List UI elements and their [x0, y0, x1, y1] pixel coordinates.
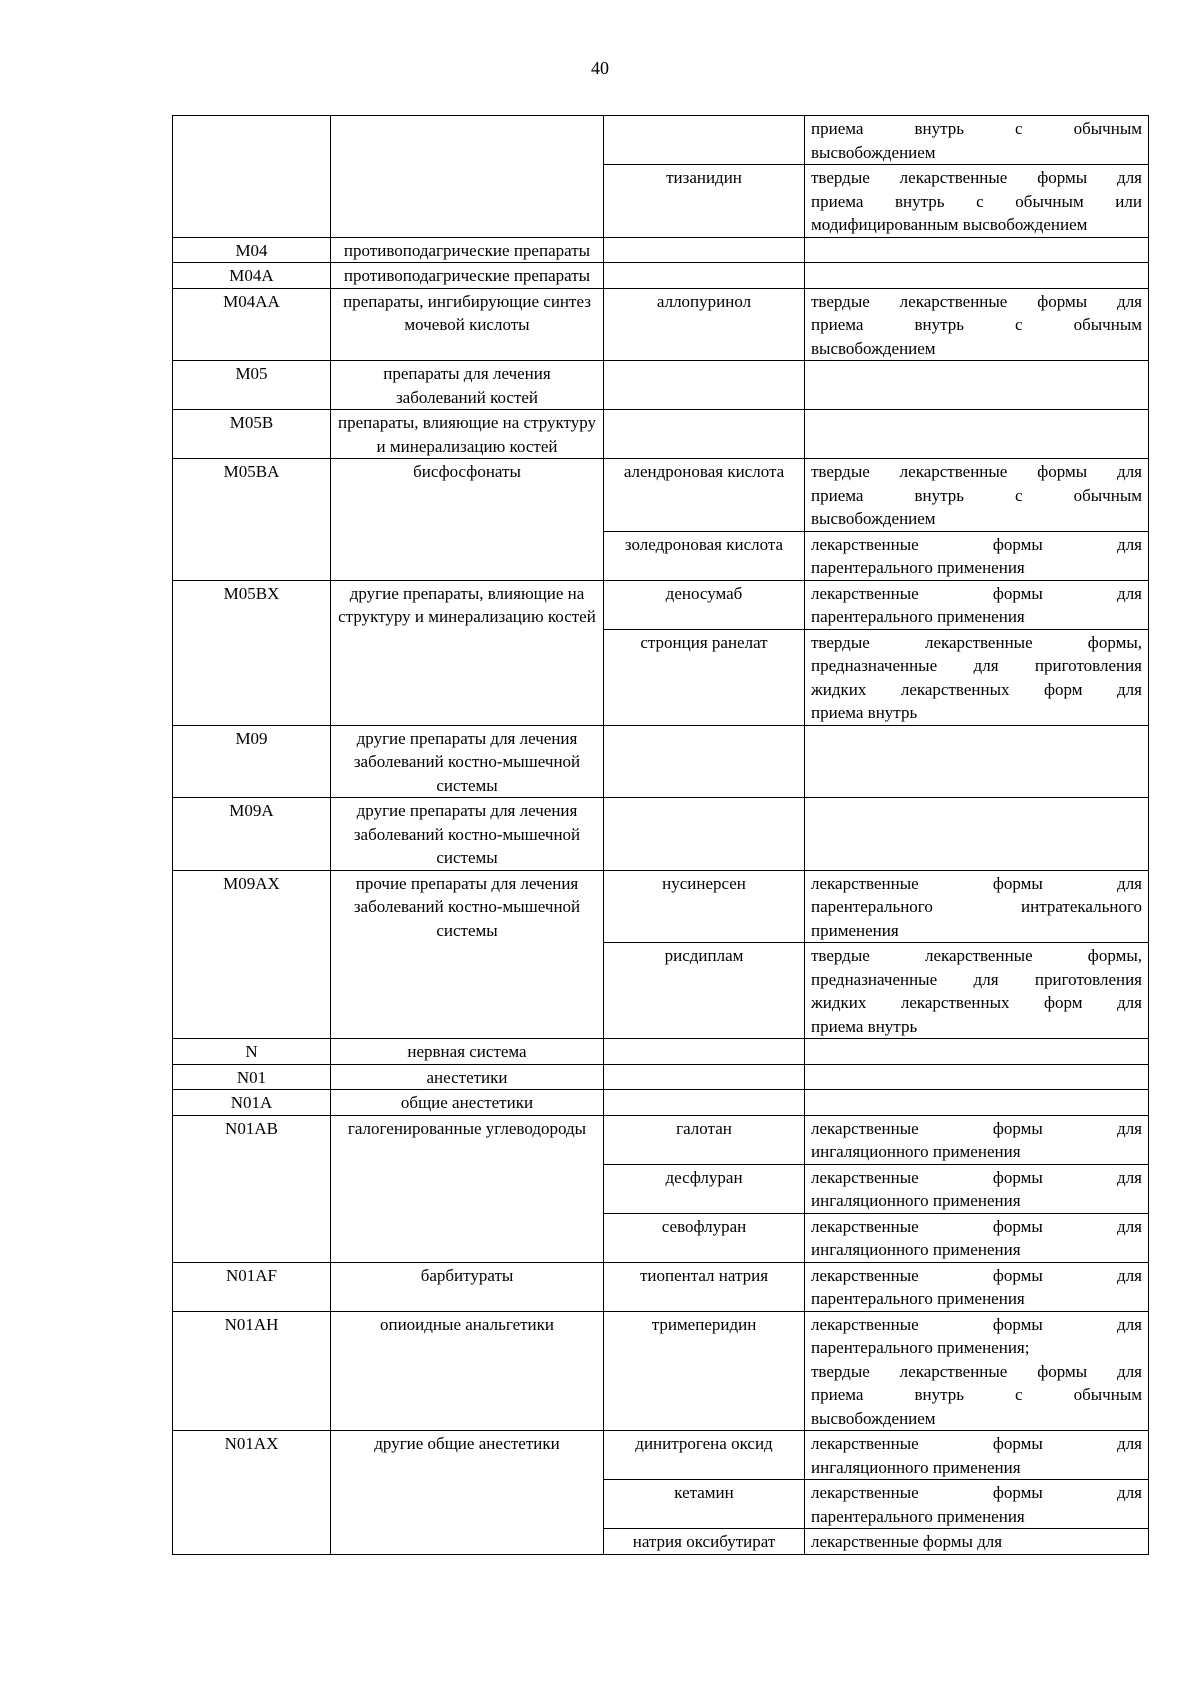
- dosage-form-line: лекарственные формы для: [811, 583, 1142, 603]
- dosage-form-line: лекарственные формы для: [811, 1532, 1003, 1551]
- table-row: [173, 1115, 1149, 1164]
- drug-list-table: [172, 115, 1149, 1555]
- dosage-form-line: лекарственные формы для: [811, 1118, 1142, 1138]
- table-row: [173, 725, 1149, 798]
- dosage-form-line: высвобождением: [811, 338, 936, 358]
- atc-code-cell: M09AX: [173, 870, 331, 1039]
- dosage-form-line: лекарственные формы для: [811, 1483, 1142, 1502]
- drug-name-cell: галотан: [604, 1115, 805, 1164]
- dosage-form-cell: [805, 1480, 1149, 1529]
- table-row: [173, 288, 1149, 361]
- dosage-form-line: жидких лекарственных форм для: [811, 993, 1142, 1012]
- table-row: [173, 870, 1149, 943]
- atc-group-cell: препараты для лечения заболеваний костей: [331, 361, 604, 410]
- table-row: [173, 1064, 1149, 1090]
- drug-name-cell: [604, 798, 805, 871]
- dosage-form-line: лекарственные формы для: [811, 1265, 1142, 1285]
- dosage-form-cell: [805, 1115, 1149, 1164]
- dosage-form-cell: [805, 1164, 1149, 1213]
- dosage-form-line: ингаляционного применения: [811, 1457, 1021, 1477]
- table-body: [173, 116, 1149, 1555]
- atc-group-cell: галогенированные углеводороды: [331, 1115, 604, 1262]
- dosage-form-line: лекарственные формы для: [811, 1216, 1142, 1236]
- drug-name-cell: [604, 410, 805, 459]
- dosage-form-cell: [805, 531, 1149, 580]
- dosage-form-cell: [805, 1064, 1149, 1090]
- dosage-form-cell: [805, 1090, 1149, 1116]
- atc-code-cell: M05BX: [173, 580, 331, 725]
- dosage-form-line: высвобождением: [811, 142, 936, 162]
- table-row: [173, 1311, 1149, 1431]
- dosage-form-cell: [805, 629, 1149, 725]
- table-row: [173, 580, 1149, 629]
- drug-name-cell: [604, 725, 805, 798]
- dosage-form-cell: [805, 870, 1149, 943]
- drug-name-cell: тримеперидин: [604, 1311, 805, 1431]
- dosage-form-line: применения: [811, 920, 899, 940]
- dosage-form-cell: [805, 288, 1149, 361]
- dosage-form-cell: [805, 943, 1149, 1039]
- dosage-form-cell: [805, 361, 1149, 410]
- atc-code-cell: M04: [173, 237, 331, 263]
- dosage-form-cell: [805, 1039, 1149, 1065]
- atc-code-cell: N: [173, 1039, 331, 1065]
- atc-group-cell: противоподагрические препараты: [331, 263, 604, 289]
- atc-group-cell: прочие препараты для лечения заболеваний костно-мышечной системы: [331, 870, 604, 1039]
- atc-group-cell: другие общие анестетики: [331, 1431, 604, 1555]
- atc-code-cell: N01: [173, 1064, 331, 1090]
- drug-name-cell: стронция ранелат: [604, 629, 805, 725]
- table-row: [173, 1039, 1149, 1065]
- drug-name-cell: [604, 237, 805, 263]
- table-row: [173, 459, 1149, 532]
- atc-group-cell: другие препараты для лечения заболеваний костно-мышечной системы: [331, 725, 604, 798]
- drug-name-cell: нусинерсен: [604, 870, 805, 943]
- drug-name-cell: алендроновая кислота: [604, 459, 805, 532]
- drug-name-cell: [604, 1039, 805, 1065]
- dosage-form-line: парентерального интратекального: [811, 897, 1142, 916]
- atc-code-cell: M09A: [173, 798, 331, 871]
- atc-code-cell: N01AB: [173, 1115, 331, 1262]
- drug-name-cell: [604, 361, 805, 410]
- atc-code-cell: M05BA: [173, 459, 331, 581]
- dosage-form-line: предназначенные для приготовления: [811, 656, 1142, 675]
- atc-code-cell: N01AF: [173, 1262, 331, 1311]
- dosage-form-line: приема внутрь с обычным: [811, 1385, 1142, 1404]
- dosage-form-line: твердые лекарственные формы,: [811, 632, 1142, 652]
- atc-code-cell: N01AH: [173, 1311, 331, 1431]
- drug-name-cell: динитрогена оксид: [604, 1431, 805, 1480]
- drug-name-cell: тизанидин: [604, 165, 805, 238]
- table-row: [173, 410, 1149, 459]
- dosage-form-cell: [805, 165, 1149, 238]
- dosage-form-cell: [805, 237, 1149, 263]
- atc-code-cell: N01AX: [173, 1431, 331, 1555]
- drug-name-cell: десфлуран: [604, 1164, 805, 1213]
- dosage-form-line: лекарственные формы для: [811, 873, 1142, 893]
- drug-name-cell: [604, 1090, 805, 1116]
- dosage-form-line: парентерального применения: [811, 607, 1025, 626]
- dosage-form-line: твердые лекарственные формы,: [811, 946, 1142, 965]
- atc-code-cell: M05B: [173, 410, 331, 459]
- dosage-form-cell: [805, 263, 1149, 289]
- drug-name-cell: рисдиплам: [604, 943, 805, 1039]
- dosage-form-line: ингаляционного применения: [811, 1240, 1021, 1259]
- table-row: [173, 116, 1149, 165]
- dosage-form-line: парентерального применения;: [811, 1338, 1030, 1357]
- dosage-form-cell: [805, 116, 1149, 165]
- atc-code-cell: M04AA: [173, 288, 331, 361]
- atc-group-cell: противоподагрические препараты: [331, 237, 604, 263]
- dosage-form-line: парентерального применения: [811, 1506, 1025, 1526]
- dosage-form-line: высвобождением: [811, 509, 936, 528]
- dosage-form-cell: [805, 1529, 1149, 1555]
- drug-name-cell: натрия оксибутират: [604, 1529, 805, 1555]
- dosage-form-line: ингаляционного применения: [811, 1142, 1021, 1161]
- dosage-form-line: твердые лекарственные формы для: [811, 291, 1142, 311]
- table-row: [173, 263, 1149, 289]
- dosage-form-cell: [805, 1213, 1149, 1262]
- drug-name-cell: севофлуран: [604, 1213, 805, 1262]
- table-row: [173, 1090, 1149, 1116]
- atc-code-cell: M09: [173, 725, 331, 798]
- table-row: [173, 237, 1149, 263]
- page-number: 40: [591, 58, 609, 78]
- atc-group-cell: общие анестетики: [331, 1090, 604, 1116]
- drug-name-cell: [604, 1064, 805, 1090]
- dosage-form-line: приема внутрь: [811, 703, 918, 722]
- drug-name-cell: кетамин: [604, 1480, 805, 1529]
- dosage-form-line: парентерального применения: [811, 558, 1025, 577]
- table-row: [173, 361, 1149, 410]
- dosage-form-line: высвобождением: [811, 1408, 936, 1428]
- dosage-form-cell: [805, 1311, 1149, 1431]
- dosage-form-line: твердые лекарственные формы для: [811, 1361, 1142, 1381]
- dosage-form-line: модифицированным высвобождением: [811, 215, 1088, 234]
- atc-code-cell: N01A: [173, 1090, 331, 1116]
- atc-code-cell: M04A: [173, 263, 331, 289]
- dosage-form-line: твердые лекарственные формы для: [811, 168, 1142, 187]
- atc-group-cell: нервная система: [331, 1039, 604, 1065]
- drug-name-cell: золедроновая кислота: [604, 531, 805, 580]
- atc-group-cell: препараты, ингибирующие синтез мочевой кислоты: [331, 288, 604, 361]
- table-row: [173, 798, 1149, 871]
- table-row: [173, 1262, 1149, 1311]
- dosage-form-line: жидких лекарственных форм для: [811, 679, 1142, 699]
- atc-group-cell: опиоидные анальгетики: [331, 1311, 604, 1431]
- drug-name-cell: [604, 263, 805, 289]
- dosage-form-line: твердые лекарственные формы для: [811, 462, 1142, 481]
- dosage-form-line: парентерального применения: [811, 1289, 1025, 1308]
- dosage-form-line: приема внутрь с обычным: [811, 315, 1142, 334]
- dosage-form-line: приема внутрь с обычным: [811, 485, 1142, 505]
- drug-name-cell: [604, 116, 805, 165]
- dosage-form-cell: [805, 459, 1149, 532]
- dosage-form-line: ингаляционного применения: [811, 1191, 1021, 1210]
- atc-group-cell: другие препараты, влияющие на структуру и минерализацию костей: [331, 580, 604, 725]
- dosage-form-cell: [805, 410, 1149, 459]
- atc-code-cell: [173, 116, 331, 238]
- atc-group-cell: [331, 116, 604, 238]
- dosage-form-line: предназначенные для приготовления: [811, 969, 1142, 989]
- dosage-form-line: лекарственные формы для: [811, 1314, 1142, 1334]
- dosage-form-cell: [805, 725, 1149, 798]
- dosage-form-cell: [805, 1431, 1149, 1480]
- atc-group-cell: препараты, влияющие на структуру и минерализацию костей: [331, 410, 604, 459]
- atc-group-cell: другие препараты для лечения заболеваний костно-мышечной системы: [331, 798, 604, 871]
- dosage-form-line: лекарственные формы для: [811, 1167, 1142, 1187]
- drug-name-cell: деносумаб: [604, 580, 805, 629]
- atc-group-cell: бисфосфонаты: [331, 459, 604, 581]
- dosage-form-cell: [805, 798, 1149, 871]
- drug-name-cell: аллопуринол: [604, 288, 805, 361]
- atc-group-cell: барбитураты: [331, 1262, 604, 1311]
- dosage-form-cell: [805, 1262, 1149, 1311]
- dosage-form-line: лекарственные формы для: [811, 534, 1142, 554]
- atc-code-cell: M05: [173, 361, 331, 410]
- dosage-form-cell: [805, 580, 1149, 629]
- dosage-form-line: лекарственные формы для: [811, 1434, 1142, 1453]
- dosage-form-line: приема внутрь: [811, 1016, 918, 1036]
- atc-group-cell: анестетики: [331, 1064, 604, 1090]
- dosage-form-line: приема внутрь с обычным: [811, 119, 1142, 138]
- table-row: [173, 1431, 1149, 1480]
- dosage-form-line: приема внутрь с обычным или: [811, 191, 1142, 211]
- drug-name-cell: тиопентал натрия: [604, 1262, 805, 1311]
